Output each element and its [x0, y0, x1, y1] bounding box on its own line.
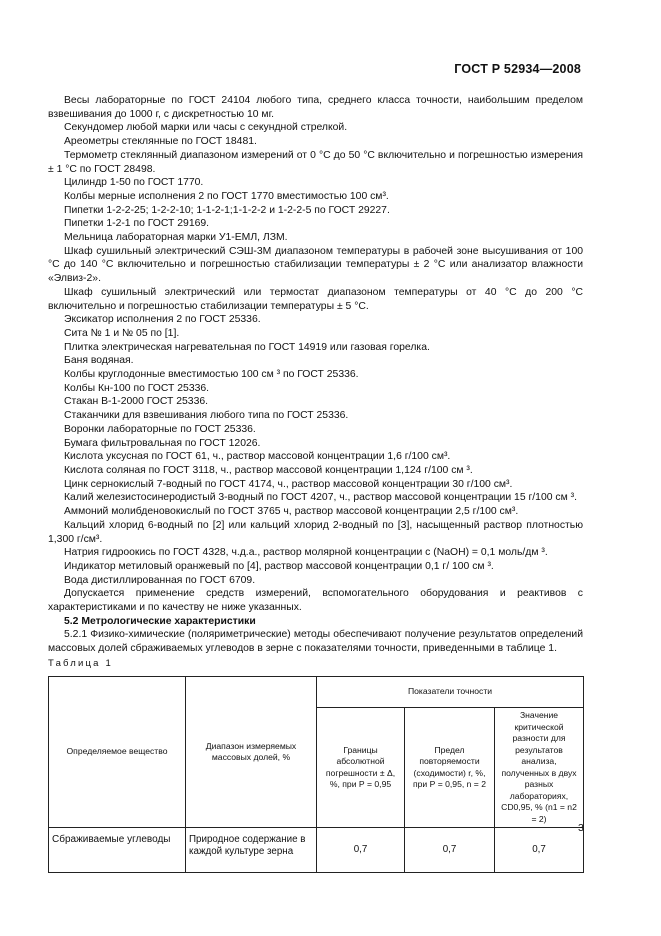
paragraph: Секундомер любой марки или часы с секундной стрелкой.	[64, 122, 348, 134]
table-caption: Таблица 1	[48, 658, 113, 669]
cell-abs-error: 0,7	[317, 828, 405, 873]
paragraph: Колбы круглодонные вместимостью 100 см ³ по ГОСТ 25336.	[64, 369, 359, 381]
cell-range: Природное содержание в каждой культуре зерна	[186, 828, 317, 873]
paragraph: Весы лабораторные по ГОСТ 24104 любого типа, среднего класса точности, наибольшим пределом взвешивания до 1000 г, с дискретностью 10 мг.	[48, 95, 583, 120]
header-accuracy-group: Показатели точности	[317, 677, 584, 708]
paragraph: Пипетки 1-2-1 по ГОСТ 29169.	[64, 218, 210, 230]
paragraph: Цинк сернокислый 7-водный по ГОСТ 4174, ч., раствор массовой концентрации 30 г/100 см³.	[64, 478, 513, 490]
paragraph: Кислота соляная по ГОСТ 3118, ч., раствор массовой концентрации 1,124 г/100 см ³.	[64, 464, 473, 476]
header-range: Диапазон измеряемых массовых долей, %	[186, 677, 317, 828]
paragraph: Бумага фильтровальная по ГОСТ 12026.	[64, 437, 261, 449]
paragraph: Шкаф сушильный электрический или термостат диапазоном температуры от 40 °С до 200 °С включительно и погрешностью стабилизации температуры ± 5 °С.	[48, 286, 583, 312]
paragraph: Стаканчики для взвешивания любого типа по ГОСТ 25336.	[64, 410, 349, 422]
paragraph: Эксикатор исполнения 2 по ГОСТ 25336.	[64, 314, 261, 326]
paragraph: Кальций хлорид 6-водный по [2] или кальций хлорид 2-водный по [3], насыщенный раствор плотностью 1,300 г/см³.	[48, 519, 583, 545]
paragraph: Плитка электрическая нагревательная по ГОСТ 14919 или газовая горелка.	[64, 341, 430, 353]
paragraph: Сита № 1 и № 05 по [1].	[64, 327, 180, 339]
header-abs-error: Границы абсолютной погрешности ± Δ, %, при Р = 0,95	[317, 708, 405, 828]
header-critical-diff: Значение критической разности для результатов анализа, полученных в двух разных лабораториях, CD0,95, % (n1 = n2 = 2)	[495, 708, 584, 828]
section-heading: 5.2 Метрологические характеристики	[64, 615, 256, 627]
paragraph: Пипетки 1-2-2-25; 1-2-2-10; 1-1-2-1;1-1-2-2 и 1-2-2-5 по ГОСТ 29227.	[64, 204, 390, 216]
clause-paragraph: 5.2.1 Физико-химические (поляриметрические) методы обеспечивают получение результатов определений массовых долей сбраживаемых углеводов в зерне с показателями точности, приведенными в таблице 1.	[48, 629, 583, 655]
paragraph: Баня водяная.	[64, 355, 134, 367]
paragraph: Колбы Кн-100 по ГОСТ 25336.	[64, 382, 210, 394]
page-number: 3	[578, 822, 584, 834]
paragraph: Цилиндр 1-50 по ГОСТ 1770.	[64, 177, 204, 189]
paragraph: Калий железистосинеродистый 3-водный по ГОСТ 4207, ч., раствор массовой концентрации 15 г/100 см ³.	[64, 492, 577, 504]
table-row	[49, 828, 584, 873]
paragraph: Колбы мерные исполнения 2 по ГОСТ 1770 вместимостью 100 см³.	[64, 190, 389, 202]
paragraph: Термометр стеклянный диапазоном измерений от 0 °С до 50 °С включительно и погрешностью измерения ± 1 °С по ГОСТ 28498.	[48, 149, 583, 175]
cell-repeatability: 0,7	[405, 828, 495, 873]
paragraph: Стакан В-1-2000 ГОСТ 25336.	[64, 396, 209, 408]
paragraph: Вода дистиллированная по ГОСТ 6709.	[64, 574, 256, 586]
paragraph: Шкаф сушильный электрический СЭШ-3М диапазоном температуры в рабочей зоне высушивания от 100 °С до 140 °С включительно и погрешностью стабилизации температуры ± 2 °С или анализатор влажности «Элвиз-2».	[48, 245, 583, 285]
paragraph: Индикатор метиловый оранжевый по [4], раствор массовой концентрации 0,1 г/ 100 см ³.	[64, 560, 494, 572]
standard-header: ГОСТ Р 52934—2008	[454, 62, 581, 76]
paragraph: Допускается применение средств измерений, вспомогательного оборудования и реактивов с характеристиками и по качеству не ниже указанных.	[48, 588, 583, 614]
paragraph: Мельница лабораторная марки У1-ЕМЛ, ЛЗМ.	[64, 232, 288, 244]
paragraph: Натрия гидроокись по ГОСТ 4328, ч.д.а., раствор молярной концентрации c (NaOH) = 0,1 моль/дм ³.	[64, 547, 548, 559]
accuracy-table	[48, 676, 584, 873]
cell-substance: Сбраживаемые углеводы	[49, 828, 186, 873]
header-substance: Определяемое вещество	[49, 677, 186, 828]
table-header-row	[49, 677, 584, 708]
paragraph: Аммоний молибденовокислый по ГОСТ 3765 ч, раствор массовой концентрации 2,5 г/100 см³.	[64, 506, 519, 518]
document-body	[48, 94, 583, 656]
paragraph: Воронки лабораторные по ГОСТ 25336.	[64, 423, 256, 435]
header-repeatability: Предел повторяемости (сходимости) r, %, при Р = 0,95, n = 2	[405, 708, 495, 828]
paragraph: Ареометры стеклянные по ГОСТ 18481.	[64, 136, 257, 148]
cell-critical-diff: 0,7	[495, 828, 584, 873]
paragraph: Кислота уксусная по ГОСТ 61, ч., раствор массовой концентрации 1,6 г/100 см³.	[64, 451, 451, 463]
